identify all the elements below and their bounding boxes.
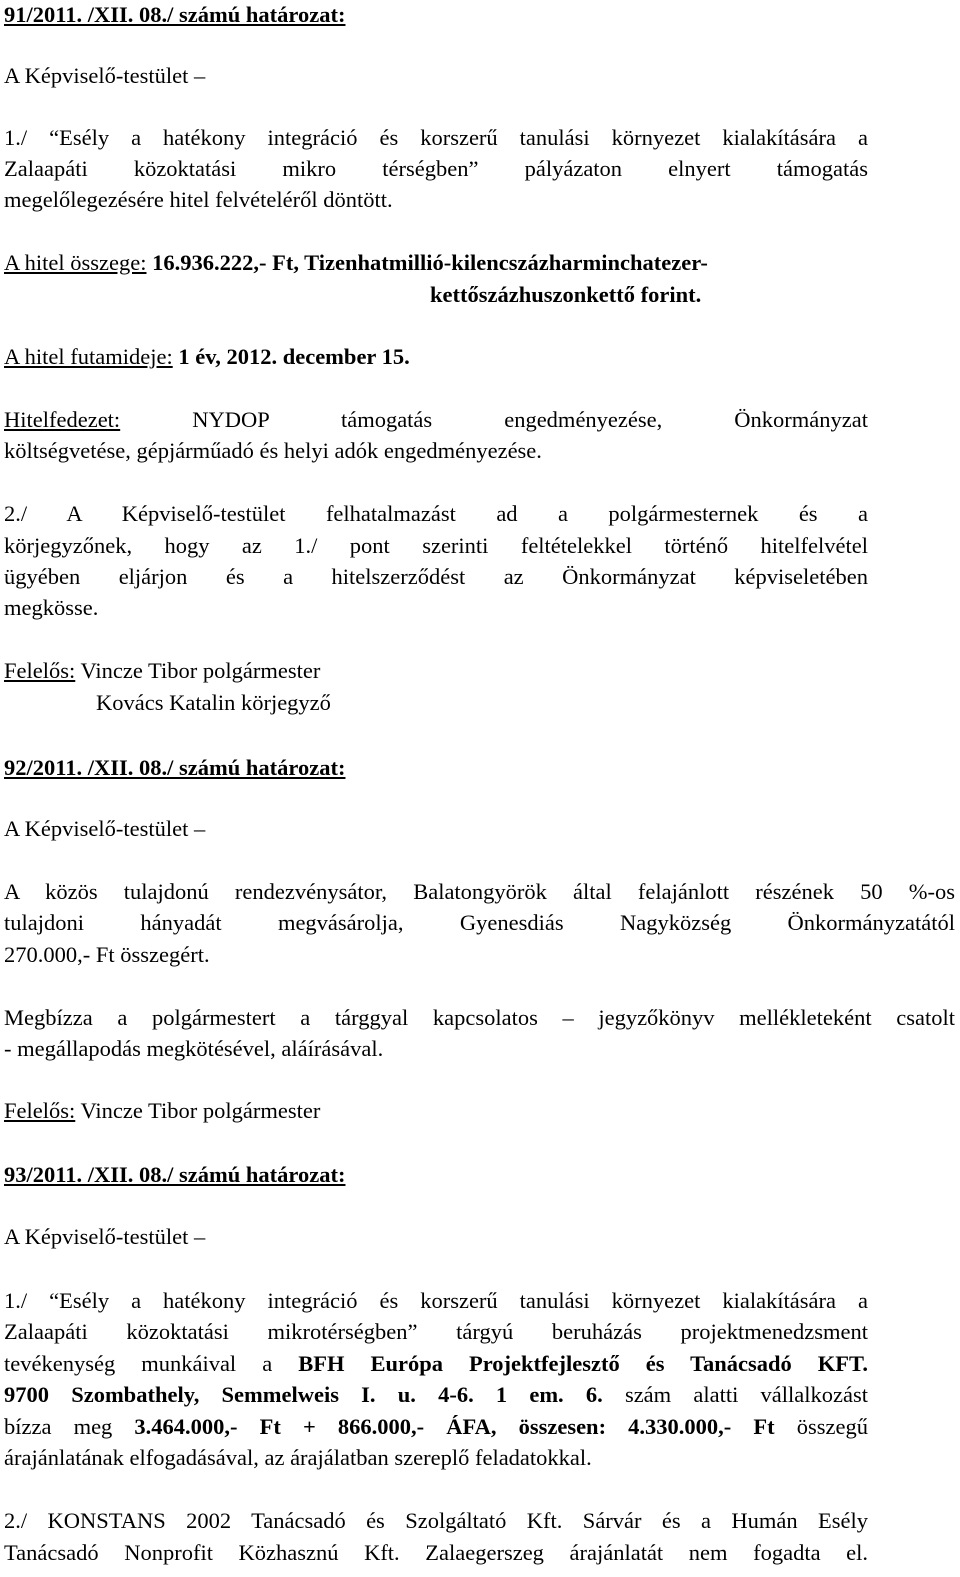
responsible-label: Felelős:: [4, 1098, 76, 1123]
resolution-93-line: 2./ KONSTANS 2002 Tanácsadó és Szolgáltató Kft. Sárvár és a Humán Esély: [4, 1508, 868, 1533]
loan-term-value: 1 év, 2012. december 15.: [178, 344, 410, 369]
resolution-91-p1-line: 1./ “Esély a hatékony integráció és korszerű tanulási környezet kialakítására a: [4, 125, 868, 150]
responsible-label: Felelős:: [4, 658, 76, 683]
resolution-93-line: Tanácsadó Nonprofit Közhasznú Kft. Zalaegerszeg árajánlatát nem fogadta el.: [4, 1540, 868, 1565]
resolution-91-heading: 91/2011. /XII. 08./ számú határozat:: [4, 2, 346, 27]
resolution-92-p1-line: A közös tulajdonú rendezvénysátor, Balatongyörök által felajánlott részének 50 %-os: [4, 879, 955, 904]
resolution-93-line: 1./ “Esély a hatékony integráció és korszerű tanulási környezet kialakítására a: [4, 1288, 868, 1313]
resolution-92-p2-line: Megbízza a polgármestert a tárggyal kapcsolatos – jegyzőkönyv mellékleteként csatolt: [4, 1005, 955, 1030]
resolution-91-p2-line: 2./ A Képviselő-testület felhatalmazást ad a polgármesternek és a: [4, 501, 868, 526]
loan-term: [4, 346, 410, 369]
contractor-name: BFH Európa Projektfejlesztő és Tanácsadó KFT.: [298, 1351, 868, 1376]
resolution-93-line: tevékenység munkáival a BFH Európa Projektfejlesztő és Tanácsadó KFT.: [4, 1351, 868, 1376]
loan-amount: [4, 252, 708, 275]
resolution-91-p2-line: ügyében eljárjon és a hitelszerződést az Önkormányzat képviseletében: [4, 564, 868, 589]
loan-cover: [4, 409, 868, 432]
loan-amount-value: 16.936.222,- Ft, Tizenhatmillió-kilencszázharminchatezer-: [152, 250, 708, 275]
resolution-91-p2-line: megkösse.: [4, 595, 99, 620]
resolution-91-p2-line: körjegyzőnek, hogy az 1./ pont szerinti feltételekkel történő hitelfelvétel: [4, 533, 868, 558]
loan-cover-text-cont: költségvetése, gépjárműadó és helyi adók engedményezése.: [4, 438, 542, 463]
responsible-person: Vincze Tibor polgármester: [80, 1098, 321, 1123]
responsible-person: Vincze Tibor polgármester: [80, 658, 321, 683]
contractor-address: 9700 Szombathely, Semmelweis I. u. 4-6. 1 em. 6.: [4, 1382, 603, 1407]
resolution-93-heading: 93/2011. /XII. 08./ számú határozat:: [4, 1162, 346, 1187]
resolution-93-line: árajánlatának elfogadásával, az árajálatban szereplő feladatokkal.: [4, 1445, 592, 1470]
resolution-93-body-label: A Képviselő-testület –: [4, 1224, 206, 1249]
resolution-92-p1-line: 270.000,- Ft összegért.: [4, 942, 210, 967]
loan-amount-label: A hitel összege:: [4, 250, 147, 275]
resolution-93-line: Zalaapáti közoktatási mikrotérségben” tárgyú beruházás projektmenedzsment: [4, 1319, 868, 1344]
resolution-92-p1-line: tulajdoni hányadát megvásárolja, Gyenesdiás Nagyközség Önkormányzatától: [4, 910, 955, 935]
resolution-91-responsible: [4, 660, 320, 683]
contract-amount: 3.464.000,- Ft + 866.000,- ÁFA, összesen: 4.330.000,- Ft: [134, 1414, 775, 1439]
resolution-91-p1-line: Zalaapáti közoktatási mikro térségben” pályázaton elnyert támogatás: [4, 156, 868, 181]
resolution-93-line: bízza meg 3.464.000,- Ft + 866.000,- ÁFA, összesen: 4.330.000,- Ft összegű: [4, 1414, 868, 1439]
responsible-person: Kovács Katalin körjegyző: [96, 690, 331, 715]
loan-term-label: A hitel futamideje:: [4, 344, 173, 369]
resolution-91-p1-line: megelőlegezésére hitel felvételéről döntött.: [4, 187, 393, 212]
resolution-91-body-label: A Képviselő-testület –: [4, 63, 206, 88]
resolution-93-line: 9700 Szombathely, Semmelweis I. u. 4-6. 1 em. 6. szám alatti vállalkozást: [4, 1382, 868, 1407]
resolution-92-body-label: A Képviselő-testület –: [4, 816, 206, 841]
resolution-92-p2-line: - megállapodás megkötésével, aláírásával.: [4, 1036, 384, 1061]
resolution-92-heading: 92/2011. /XII. 08./ számú határozat:: [4, 755, 346, 780]
loan-amount-value-cont: kettőszázhuszonkettő forint.: [430, 282, 702, 307]
loan-cover-text: NYDOP támogatás engedményezése, Önkormányzat: [192, 407, 868, 432]
loan-cover-label: Hitelfedezet:: [4, 407, 121, 432]
resolution-92-responsible: [4, 1100, 320, 1123]
